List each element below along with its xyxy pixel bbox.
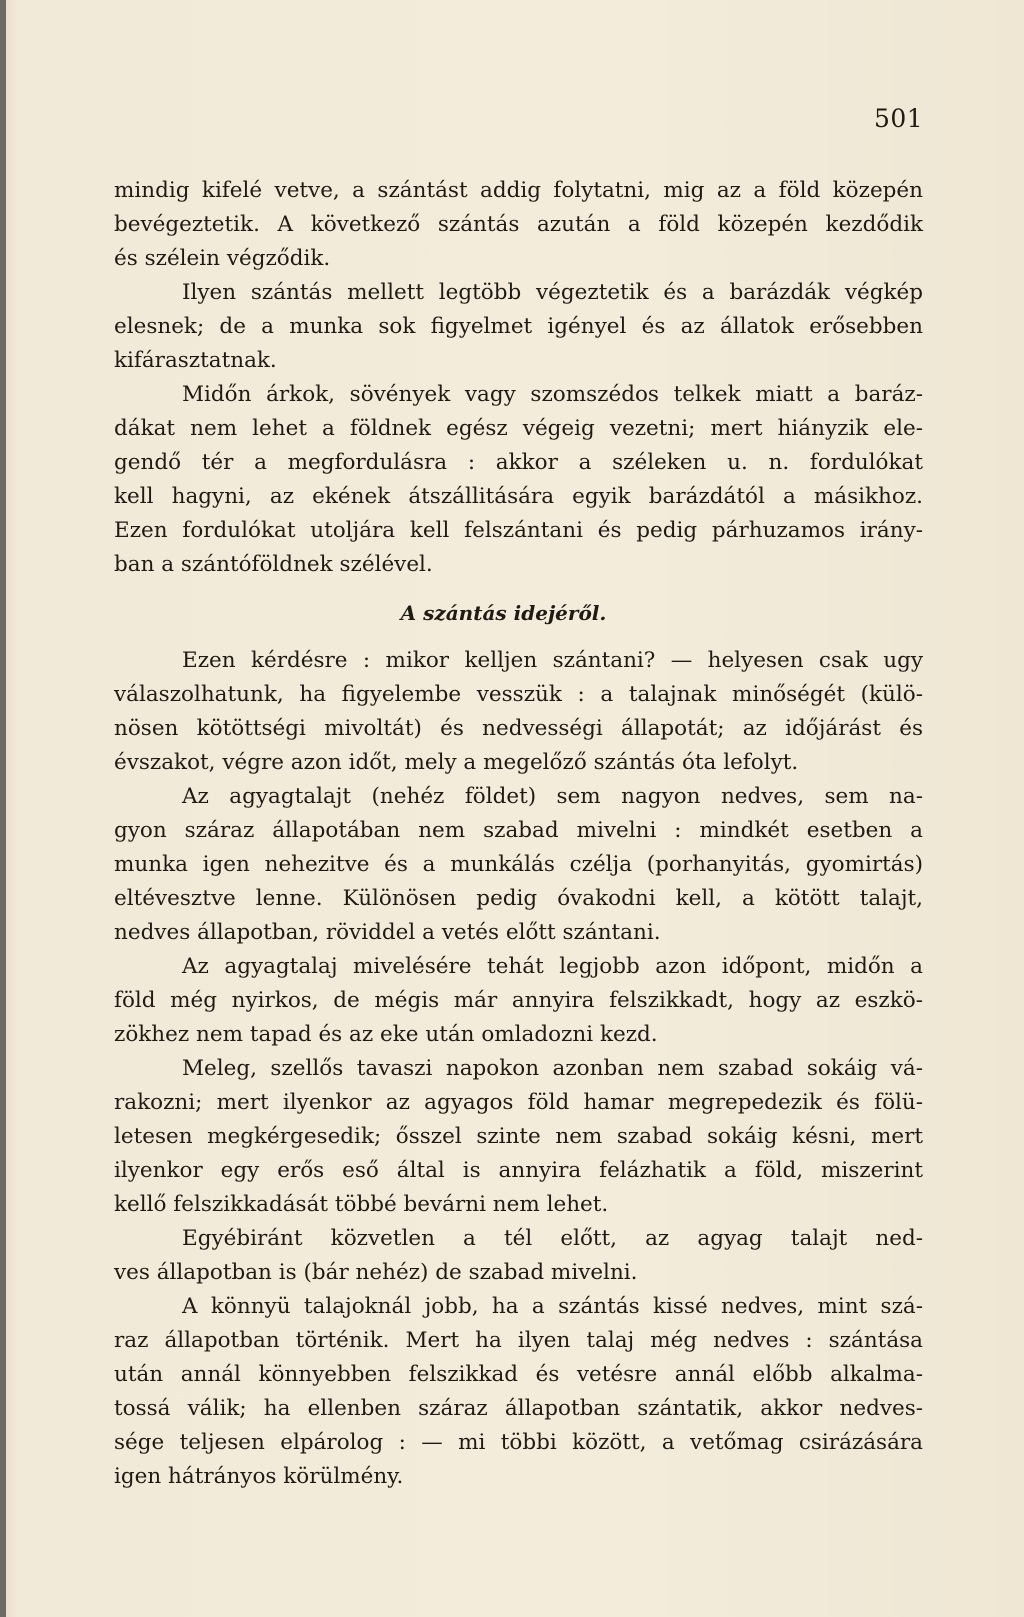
- paragraph: [114, 950, 923, 1052]
- text-line: Midőn árkok, sövények vagy szomszédos telkek miatt a baráz-: [182, 382, 923, 407]
- text-line: válaszolhatunk, ha figyelembe vesszük : a talajnak minőségét (külö-: [114, 682, 923, 707]
- text-line: ves állapotban is (bár nehéz) de szabad mivelni.: [114, 1260, 638, 1285]
- text-line: Ilyen szántás mellett legtöbb végeztetik és a barázdák végkép: [182, 280, 923, 305]
- text-line: kifárasztatnak.: [114, 348, 277, 373]
- text-line: Egyébiránt közvetlen a tél előtt, az agyag talajt ned-: [182, 1226, 923, 1251]
- text-line: után annál könnyebben felszikkad és vetésre annál előbb alkalma-: [114, 1362, 923, 1387]
- text-line: nedves állapotban, röviddel a vetés előtt szántani.: [114, 920, 661, 945]
- text-line: sége teljesen elpárolog : — mi többi között, a vetőmag csirázására: [114, 1430, 923, 1455]
- text-line: nösen kötöttségi mivoltát) és nedvességi állapotát; az időjárást és: [114, 716, 923, 741]
- paragraph: [114, 780, 923, 950]
- page-number: 501: [874, 104, 924, 133]
- paragraph: [114, 1052, 923, 1222]
- text-line: A könnyü talajoknál jobb, ha a szántás kissé nedves, mint szá-: [182, 1294, 923, 1319]
- body-text: [114, 174, 923, 1494]
- text-line: Ezen fordulókat utoljára kell felszántani és pedig párhuzamos irány-: [114, 518, 923, 543]
- text-line: ban a szántóföldnek szélével.: [114, 552, 433, 577]
- paragraph: [114, 1290, 923, 1494]
- text-line: Az agyagtalajt (nehéz földet) sem nagyon nedves, sem na-: [182, 784, 923, 809]
- text-line: kell hagyni, az ekének átszállitására egyik barázdától a másikhoz.: [114, 484, 923, 509]
- text-line: dákat nem lehet a földnek egész végeig vezetni; mert hiányzik ele-: [114, 416, 923, 441]
- text-line: bevégeztetik. A következő szántás azután a föld közepén kezdődik: [114, 212, 923, 237]
- text-line: rakozni; mert ilyenkor az agyagos föld hamar megrepedezik és fölü-: [114, 1090, 923, 1115]
- text-line: eltévesztve lenne. Különösen pedig óvakodni kell, a kötött talajt,: [114, 886, 923, 911]
- text-line: igen hátrányos körülmény.: [114, 1464, 404, 1489]
- text-line: ilyenkor egy erős eső által is annyira felázhatik a föld, miszerint: [114, 1158, 923, 1183]
- text-line: raz állapotban történik. Mert ha ilyen talaj még nedves : szántása: [114, 1328, 923, 1353]
- page-binding-edge: [0, 0, 6, 1617]
- paragraph: [114, 276, 923, 378]
- section-heading: A szántás idejéről.: [400, 601, 607, 625]
- text-line: kellő felszikkadását többé bevárni nem lehet.: [114, 1192, 609, 1217]
- text-line: tossá válik; ha ellenben száraz állapotban szántatik, akkor nedves-: [114, 1396, 923, 1421]
- paragraph: [114, 378, 923, 582]
- text-line: és szélein végződik.: [114, 246, 331, 271]
- text-line: elesnek; de a munka sok figyelmet igényel és az állatok erősebben: [114, 314, 923, 339]
- text-line: Ezen kérdésre : mikor kelljen szántani? — helyesen csak ugy: [182, 648, 923, 673]
- paragraph: [114, 1222, 923, 1290]
- text-line: gendő tér a megfordulásra : akkor a széleken u. n. fordulókat: [114, 450, 923, 475]
- text-line: letesen megkérgesedik; ősszel szinte nem szabad sokáig késni, mert: [114, 1124, 923, 1149]
- text-line: gyon száraz állapotában nem szabad mivelni : mindkét esetben a: [114, 818, 923, 843]
- text-line: évszakot, végre azon időt, mely a megelőző szántás óta lefolyt.: [114, 750, 799, 775]
- text-line: zökhez nem tapad és az eke után omladozni kezd.: [114, 1022, 658, 1047]
- text-line: Meleg, szellős tavaszi napokon azonban nem szabad sokáig vá-: [182, 1056, 923, 1081]
- text-line: föld még nyirkos, de mégis már annyira felszikkadt, hogy az eszkö-: [114, 988, 923, 1013]
- paragraph: [114, 644, 923, 780]
- text-line: munka igen nehezitve és a munkálás czélja (porhanyitás, gyomirtás): [114, 852, 923, 877]
- text-line: mindig kifelé vetve, a szántást addig folytatni, mig az a föld közepén: [114, 178, 923, 203]
- paragraph: [114, 174, 923, 276]
- text-line: Az agyagtalaj mivelésére tehát legjobb azon időpont, midőn a: [182, 954, 923, 979]
